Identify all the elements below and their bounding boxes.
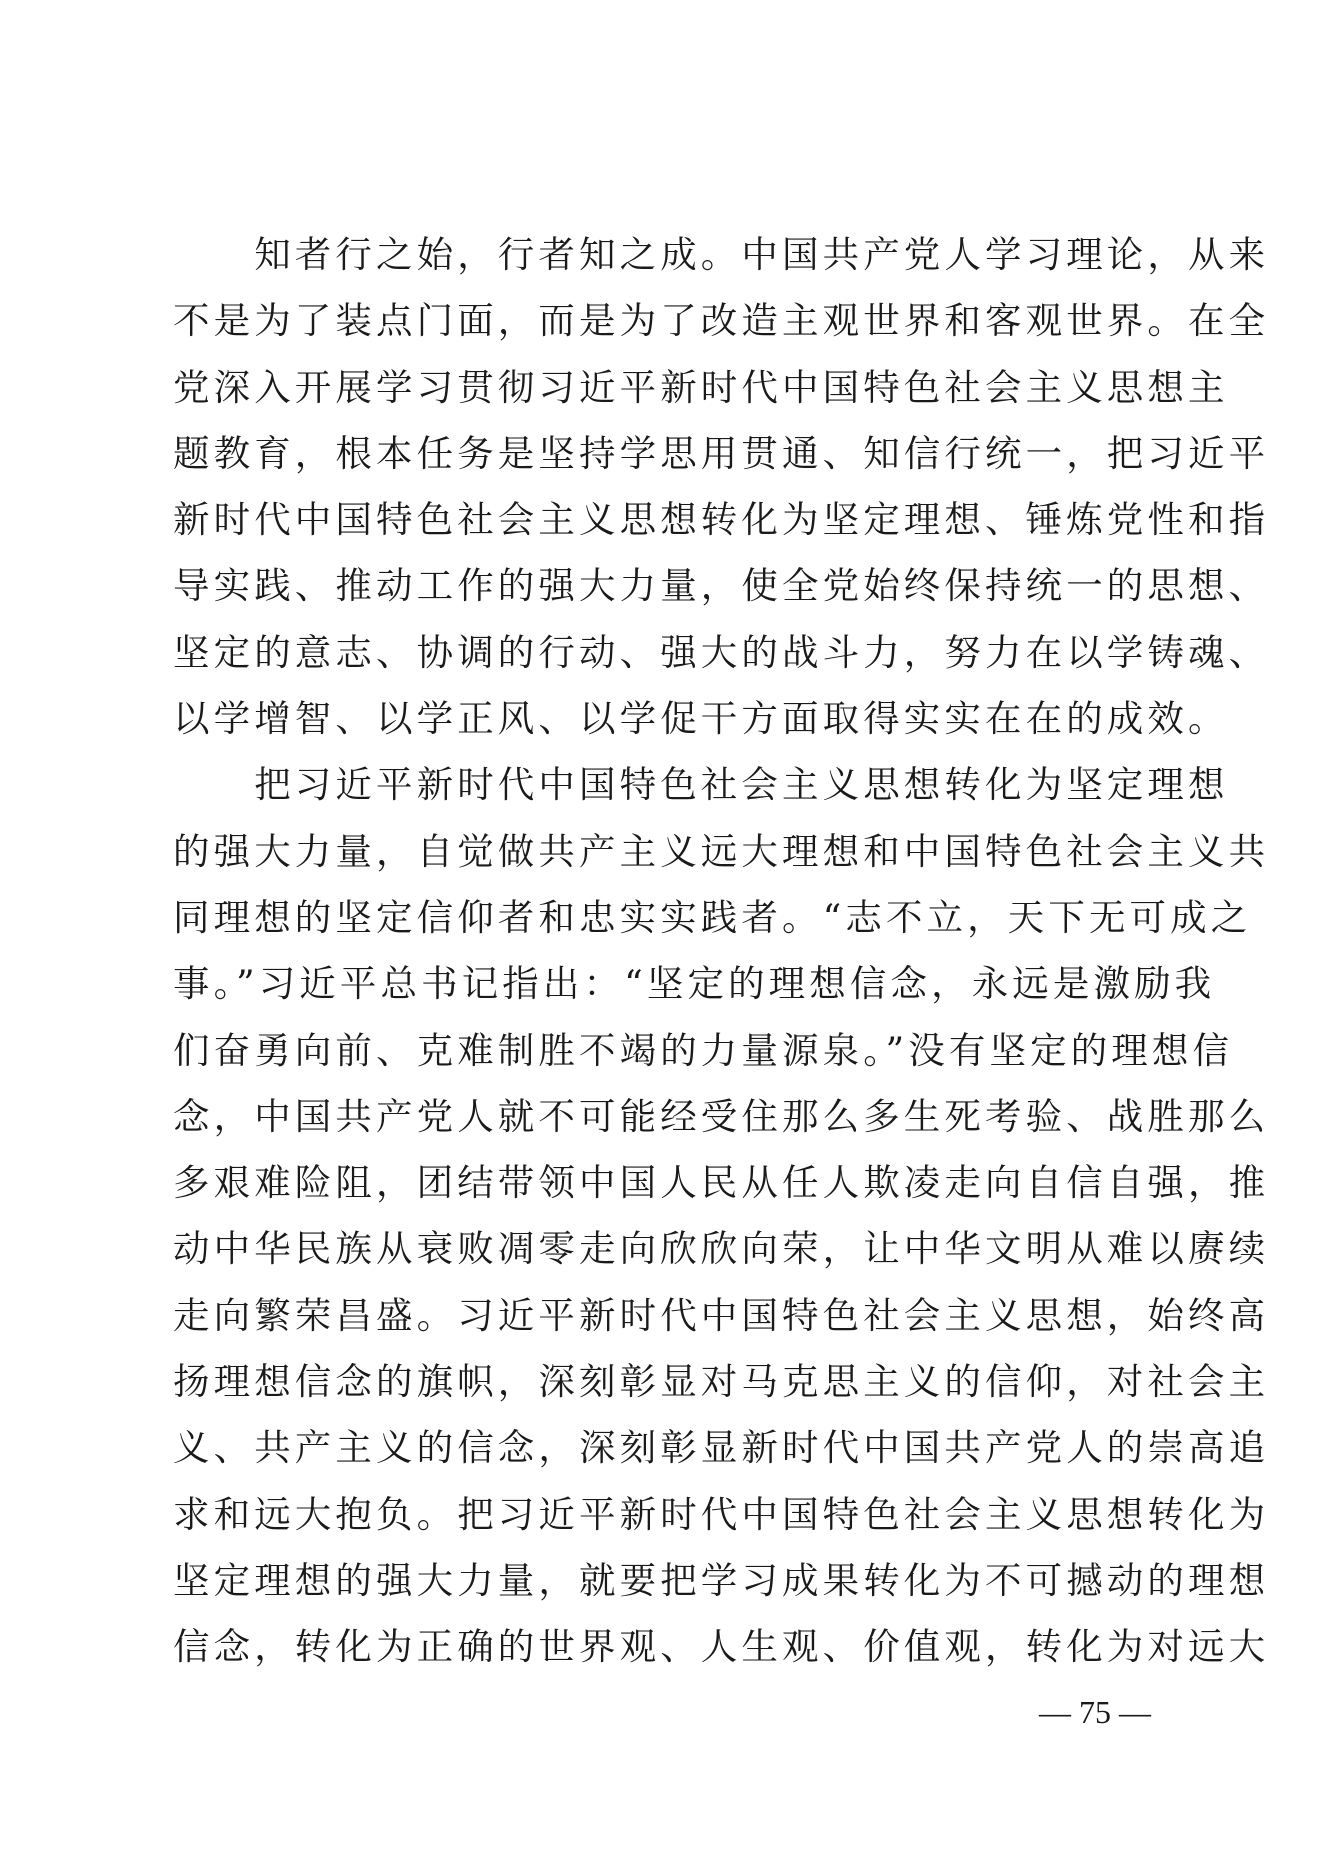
text-line: 题教育，根本任务是坚持学思用贯通、知信行统一，把习近平 [173,431,1270,475]
text-line: 信念，转化为正确的世界观、人生观、价值观，转化为对远大 [173,1625,1270,1669]
text-line: 扬理想信念的旗帜，深刻彰显对马克思主义的信仰，对社会主 [173,1360,1270,1404]
body-text [173,222,1270,1681]
text-line: 不是为了装点门面，而是为了改造主观世界和客观世界。在全 [173,299,1270,343]
text-line: 同理想的坚定信仰者和忠实实践者。“志不立，天下无可成之 [173,895,1252,939]
text-line: 的强大力量，自觉做共产主义远大理想和中国特色社会主义共 [173,829,1270,873]
text-line: 念，中国共产党人就不可能经受住那么多生死考验、战胜那么 [173,1094,1270,1138]
text-line: 以学增智、以学正风、以学促干方面取得实实在在的成效。 [173,697,1229,741]
page-number: — 75 — [1039,1694,1151,1730]
text-line: 导实践、推动工作的强大力量，使全党始终保持统一的思想、 [173,564,1270,608]
text-line: 多艰难险阻，团结带领中国人民从任人欺凌走向自信自强，推 [173,1161,1270,1205]
text-line: 党深入开展学习贯彻习近平新时代中国特色社会主义思想主 [173,365,1229,409]
text-line: 义、共产主义的信念，深刻彰显新时代中国共产党人的崇高追 [173,1426,1270,1470]
text-line: 动中华民族从衰败凋零走向欣欣向荣，让中华文明从难以赓续 [173,1227,1270,1271]
text-line: 们奋勇向前、克难制胜不竭的力量源泉。”没有坚定的理想信 [173,1028,1234,1072]
text-line: 走向繁荣昌盛。习近平新时代中国特色社会主义思想，始终高 [173,1293,1270,1337]
text-line: 新时代中国特色社会主义思想转化为坚定理想、锤炼党性和指 [173,498,1270,542]
text-line: 把习近平新时代中国特色社会主义思想转化为坚定理想 [173,763,1229,807]
text-line: 坚定理想的强大力量，就要把学习成果转化为不可撼动的理想 [173,1558,1270,1602]
text-line: 知者行之始，行者知之成。中国共产党人学习理论，从来 [173,233,1270,276]
text-line: 事。”习近平总书记指出：“坚定的理想信念，永远是激励我 [173,962,1216,1006]
text-line: 求和远大抱负。把习近平新时代中国特色社会主义思想转化为 [173,1492,1270,1536]
text-line: 坚定的意志、协调的行动、强大的战斗力，努力在以学铸魂、 [173,630,1270,674]
